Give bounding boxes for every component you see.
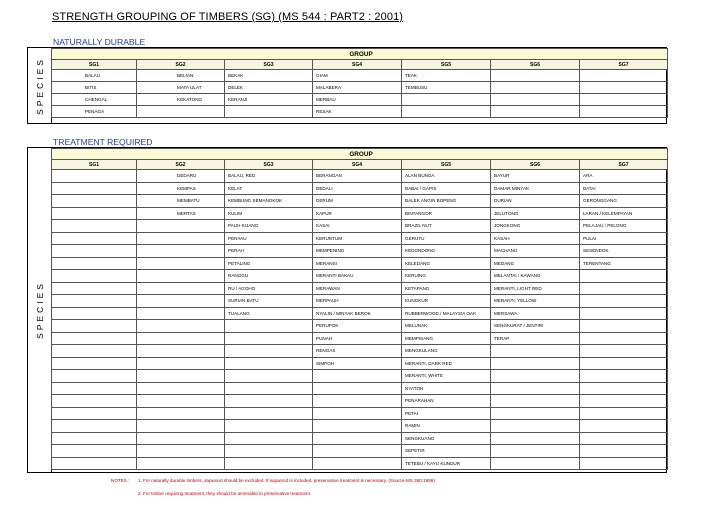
species-cell: RU / AGOHO — [225, 282, 313, 295]
species-cell — [580, 70, 668, 82]
species-cell — [580, 395, 668, 408]
species-cell: KERUNTUM — [313, 232, 402, 245]
species-cell: MEMPISANG — [402, 332, 491, 345]
species-cell — [580, 332, 668, 345]
species-cell — [52, 270, 137, 283]
species-cell — [137, 270, 225, 283]
species-cell — [137, 445, 225, 458]
species-cell: MEMBATU — [137, 195, 225, 208]
table-row — [52, 295, 668, 308]
table-row — [52, 182, 668, 195]
species-cell — [225, 432, 313, 445]
species-cell: DURIAN — [491, 195, 580, 208]
species-cell: DELEK — [225, 82, 313, 94]
species-cell — [580, 407, 668, 420]
species-cell — [137, 395, 225, 408]
species-cell — [137, 382, 225, 395]
species-cell: BAYUR — [491, 170, 580, 183]
column-header-sg1: SG1 — [52, 60, 137, 70]
species-cell: MERPAUH — [313, 295, 402, 308]
species-cell — [313, 370, 402, 383]
species-cell: ALAN BUNGA — [402, 170, 491, 183]
species-cell: MERANTI BAKAU — [313, 270, 402, 283]
species-cell — [225, 345, 313, 358]
table-row — [52, 232, 668, 245]
species-cell: BITIS — [52, 82, 137, 94]
table-row — [52, 382, 668, 395]
species-cell: MERTAS — [137, 207, 225, 220]
species-cell — [580, 295, 668, 308]
naturally-durable-table-frame — [27, 47, 667, 124]
species-cell: MERANTI, YELLOW — [491, 295, 580, 308]
column-header-sg4: SG4 — [313, 160, 402, 170]
species-cell: SIMPOH — [313, 357, 402, 370]
species-cell: KELEDANG — [402, 257, 491, 270]
species-cell — [52, 182, 137, 195]
column-header-sg7: SG7 — [580, 60, 668, 70]
species-cell: TUALANG — [225, 307, 313, 320]
species-cell — [225, 420, 313, 433]
species-cell — [52, 220, 137, 233]
species-cell: RENGAS — [313, 345, 402, 358]
species-cell: GERONGGANG — [580, 195, 668, 208]
column-header-sg6: SG6 — [491, 60, 580, 70]
species-cell — [491, 457, 580, 470]
table-row — [52, 70, 668, 82]
species-cell: DEDARU — [137, 170, 225, 183]
table-row — [52, 370, 668, 383]
species-cell: KASAH — [491, 232, 580, 245]
column-header-sg1: SG1 — [52, 160, 137, 170]
species-cell: TETEBU / KAYU KUNDUR — [402, 457, 491, 470]
species-cell: DEDALI — [313, 182, 402, 195]
species-cell — [491, 407, 580, 420]
species-cell: BERANGAN — [313, 170, 402, 183]
species-cell — [580, 82, 668, 94]
table-row — [52, 106, 668, 118]
table-row — [52, 395, 668, 408]
table-row — [52, 82, 668, 94]
species-cell — [580, 345, 668, 358]
species-cell: CHENGAL — [52, 94, 137, 106]
species-cell: TEAK — [402, 70, 491, 82]
species-cell — [313, 382, 402, 395]
species-cell — [52, 170, 137, 183]
species-cell: MEDANG — [491, 257, 580, 270]
species-cell — [52, 382, 137, 395]
species-cell — [52, 395, 137, 408]
species-cell: LARAN / KELEMPAYAN — [580, 207, 668, 220]
species-cell — [52, 257, 137, 270]
species-cell: PUNAH — [313, 332, 402, 345]
species-cell: MALABERA — [313, 82, 402, 94]
species-cell — [137, 420, 225, 433]
table-row — [52, 407, 668, 420]
column-header-sg5: SG5 — [402, 60, 491, 70]
naturally-durable-table — [51, 48, 668, 118]
species-cell: PENARAHAN — [402, 395, 491, 408]
species-cell — [137, 407, 225, 420]
species-cell: BEKAK — [225, 70, 313, 82]
species-cell: MERANTI, DARK RED — [402, 357, 491, 370]
species-cell: JONGKONG — [491, 220, 580, 233]
species-cell — [580, 445, 668, 458]
species-cell — [491, 106, 580, 118]
species-cell: MERAWAN — [313, 282, 402, 295]
note-1-text: 1. For naturally durable timbers, sapwood should be excluded. If sapwood is included, preservative treatment is necessary. (Source-MS 360:1986) — [138, 478, 435, 483]
species-cell — [491, 420, 580, 433]
column-header-sg5: SG5 — [402, 160, 491, 170]
species-cell — [137, 370, 225, 383]
species-cell — [580, 320, 668, 333]
species-cell: KASAI — [313, 220, 402, 233]
species-cell: KEDONDONG — [402, 245, 491, 258]
column-header-row — [52, 60, 668, 70]
species-cell — [225, 445, 313, 458]
species-cell — [137, 457, 225, 470]
species-cell: PETAI — [402, 407, 491, 420]
species-cell: MERANSI — [313, 257, 402, 270]
species-cell: SEPETIR — [402, 445, 491, 458]
species-cell — [580, 370, 668, 383]
species-cell — [52, 432, 137, 445]
species-cell: KEMPAS — [137, 182, 225, 195]
species-cell: PULAI — [580, 232, 668, 245]
table-row — [52, 420, 668, 433]
species-cell — [225, 106, 313, 118]
treatment-required-table — [51, 148, 668, 470]
species-cell — [491, 70, 580, 82]
species-cell — [491, 432, 580, 445]
species-cell: PETALING — [225, 257, 313, 270]
species-cell: JELUTONG — [491, 207, 580, 220]
species-cell: KETAPANG — [402, 282, 491, 295]
species-cell — [225, 320, 313, 333]
species-cell: GERUTU — [402, 232, 491, 245]
group-header: GROUP — [52, 49, 668, 60]
species-cell — [52, 457, 137, 470]
species-cell — [225, 395, 313, 408]
species-cell — [52, 207, 137, 220]
note-1 — [111, 478, 435, 483]
species-cell: PENYAU — [225, 232, 313, 245]
species-cell — [137, 432, 225, 445]
species-cell: RUBBERWOOD / MALAYSIA OAK — [402, 307, 491, 320]
species-cell — [491, 357, 580, 370]
table-row — [52, 307, 668, 320]
species-cell — [137, 320, 225, 333]
species-label: SPECIES — [34, 281, 45, 339]
species-cell: RAMIN — [402, 420, 491, 433]
species-cell — [491, 94, 580, 106]
column-header-sg2: SG2 — [137, 160, 225, 170]
species-cell: MERANTI, WHITE — [402, 370, 491, 383]
species-cell: BALEK ANGIN BOPENG — [402, 195, 491, 208]
species-cell: BRAZIL NUT — [402, 220, 491, 233]
species-cell: BALAU, RED — [225, 170, 313, 183]
species-cell — [402, 94, 491, 106]
table-row — [52, 445, 668, 458]
species-cell — [52, 245, 137, 258]
section-title-naturally-durable: NATURALLY DURABLE — [53, 37, 146, 47]
species-cell — [491, 395, 580, 408]
species-cell: KAPUR — [313, 207, 402, 220]
table-row — [52, 320, 668, 333]
species-cell — [580, 282, 668, 295]
species-cell — [580, 307, 668, 320]
species-cell — [52, 420, 137, 433]
species-cell: MERANTI, LIGHT RED — [491, 282, 580, 295]
species-cell — [313, 445, 402, 458]
group-header-row — [52, 49, 668, 60]
notes-lead: NOTES : — [111, 478, 130, 483]
species-cell — [52, 407, 137, 420]
species-cell: MACHANG — [491, 245, 580, 258]
note-2: 2. For timber requiring treatment, they should be amenable to preservative treatment. — [138, 491, 312, 496]
species-cell — [580, 457, 668, 470]
group-header: GROUP — [52, 149, 668, 160]
species-cell — [491, 345, 580, 358]
column-header-sg3: SG3 — [225, 60, 313, 70]
table-row — [52, 432, 668, 445]
species-cell — [402, 106, 491, 118]
species-cell: TERAP — [491, 332, 580, 345]
species-cell: MATA ULAT — [137, 82, 225, 94]
species-cell — [225, 382, 313, 395]
species-cell: BELIAN — [137, 70, 225, 82]
species-cell — [313, 457, 402, 470]
species-cell: PELAJAU / PELONG — [580, 220, 668, 233]
species-cell: RANGGU — [225, 270, 313, 283]
species-cell — [313, 432, 402, 445]
species-cell: KEKATONG — [137, 94, 225, 106]
species-cell — [137, 345, 225, 358]
species-cell: TERENTANG — [580, 257, 668, 270]
species-cell — [225, 332, 313, 345]
table-row — [52, 332, 668, 345]
species-cell — [137, 245, 225, 258]
species-cell — [580, 357, 668, 370]
species-cell: PERAH — [225, 245, 313, 258]
species-cell — [225, 457, 313, 470]
species-cell: SESENDOK — [580, 245, 668, 258]
table-row — [52, 457, 668, 470]
species-cell: PAUH KIJANG — [225, 220, 313, 233]
species-cell — [580, 420, 668, 433]
species-cell — [137, 357, 225, 370]
species-cell: MERSAWA — [491, 307, 580, 320]
species-cell: SENGKURAT / JENTIRI — [491, 320, 580, 333]
species-cell — [491, 370, 580, 383]
table-row — [52, 245, 668, 258]
species-cell: BALAU — [52, 70, 137, 82]
species-label: SPECIES — [34, 56, 45, 115]
species-cell — [52, 232, 137, 245]
table-row — [52, 170, 668, 183]
section-title-treatment-required: TREATMENT REQUIRED — [53, 137, 153, 147]
species-cell — [137, 295, 225, 308]
species-cell — [580, 382, 668, 395]
species-cell: KERUING — [402, 270, 491, 283]
species-cell: MENGKULANG — [402, 345, 491, 358]
page-title: STRENGTH GROUPING OF TIMBERS (SG) (MS 544 : PART2 : 2001) — [52, 11, 404, 23]
table-row — [52, 257, 668, 270]
table-row — [52, 282, 668, 295]
species-cell: BATAI — [580, 182, 668, 195]
species-cell — [137, 232, 225, 245]
species-cell — [313, 420, 402, 433]
species-cell — [225, 370, 313, 383]
species-cell: SENGKUANG — [402, 432, 491, 445]
species-cell: MERBAU — [313, 94, 402, 106]
species-cell — [52, 307, 137, 320]
table-row — [52, 220, 668, 233]
species-cell — [137, 106, 225, 118]
table-row — [52, 207, 668, 220]
species-cell — [137, 282, 225, 295]
group-header-row — [52, 149, 668, 160]
table-row — [52, 94, 668, 106]
species-cell — [491, 445, 580, 458]
species-cell: NYALIN / MINYAK BEROK — [313, 307, 402, 320]
species-cell — [580, 270, 668, 283]
species-cell: MELANTAI / KAWANG — [491, 270, 580, 283]
column-header-sg4: SG4 — [313, 60, 402, 70]
species-cell — [313, 407, 402, 420]
species-cell — [52, 370, 137, 383]
species-cell — [137, 332, 225, 345]
table-row — [52, 270, 668, 283]
species-cell: PERUPOK — [313, 320, 402, 333]
species-cell — [137, 220, 225, 233]
species-cell — [52, 195, 137, 208]
species-cell: DERUM — [313, 195, 402, 208]
species-cell: KULIM — [225, 207, 313, 220]
column-header-sg6: SG6 — [491, 160, 580, 170]
species-cell — [52, 320, 137, 333]
species-cell: NYATOH — [402, 382, 491, 395]
column-header-row — [52, 160, 668, 170]
species-cell — [313, 395, 402, 408]
species-cell — [52, 345, 137, 358]
species-cell: SURIAN BATU — [225, 295, 313, 308]
species-cell — [52, 295, 137, 308]
species-cell: RESAK — [313, 106, 402, 118]
species-cell: DAMAR MINYAK — [491, 182, 580, 195]
species-cell: KERANJI — [225, 94, 313, 106]
species-cell — [137, 257, 225, 270]
species-column — [28, 148, 52, 472]
species-cell — [52, 445, 137, 458]
species-cell — [491, 382, 580, 395]
species-cell — [52, 357, 137, 370]
species-cell — [225, 407, 313, 420]
species-cell — [225, 357, 313, 370]
species-cell — [580, 432, 668, 445]
species-cell: KELAT — [225, 182, 313, 195]
table-row — [52, 345, 668, 358]
species-cell — [137, 307, 225, 320]
species-cell — [52, 332, 137, 345]
species-cell: MEMPENING — [313, 245, 402, 258]
species-column — [28, 48, 52, 123]
table-row — [52, 357, 668, 370]
species-cell: TEMBUSU — [402, 82, 491, 94]
species-cell — [580, 106, 668, 118]
species-cell: KEMBUNG SEMANGKOK — [225, 195, 313, 208]
species-cell: GIAM — [313, 70, 402, 82]
column-header-sg3: SG3 — [225, 160, 313, 170]
species-cell: PENAGA — [52, 106, 137, 118]
treatment-required-table-frame — [27, 147, 667, 473]
species-cell — [491, 82, 580, 94]
species-cell: KUNGKUR — [402, 295, 491, 308]
table-row — [52, 195, 668, 208]
species-cell: BABAI / GAPIS — [402, 182, 491, 195]
column-header-sg7: SG7 — [580, 160, 668, 170]
species-cell — [580, 94, 668, 106]
species-cell: MELUNAK — [402, 320, 491, 333]
species-cell — [52, 282, 137, 295]
species-cell: BINTANGOR — [402, 207, 491, 220]
species-cell: ARA — [580, 170, 668, 183]
column-header-sg2: SG2 — [137, 60, 225, 70]
